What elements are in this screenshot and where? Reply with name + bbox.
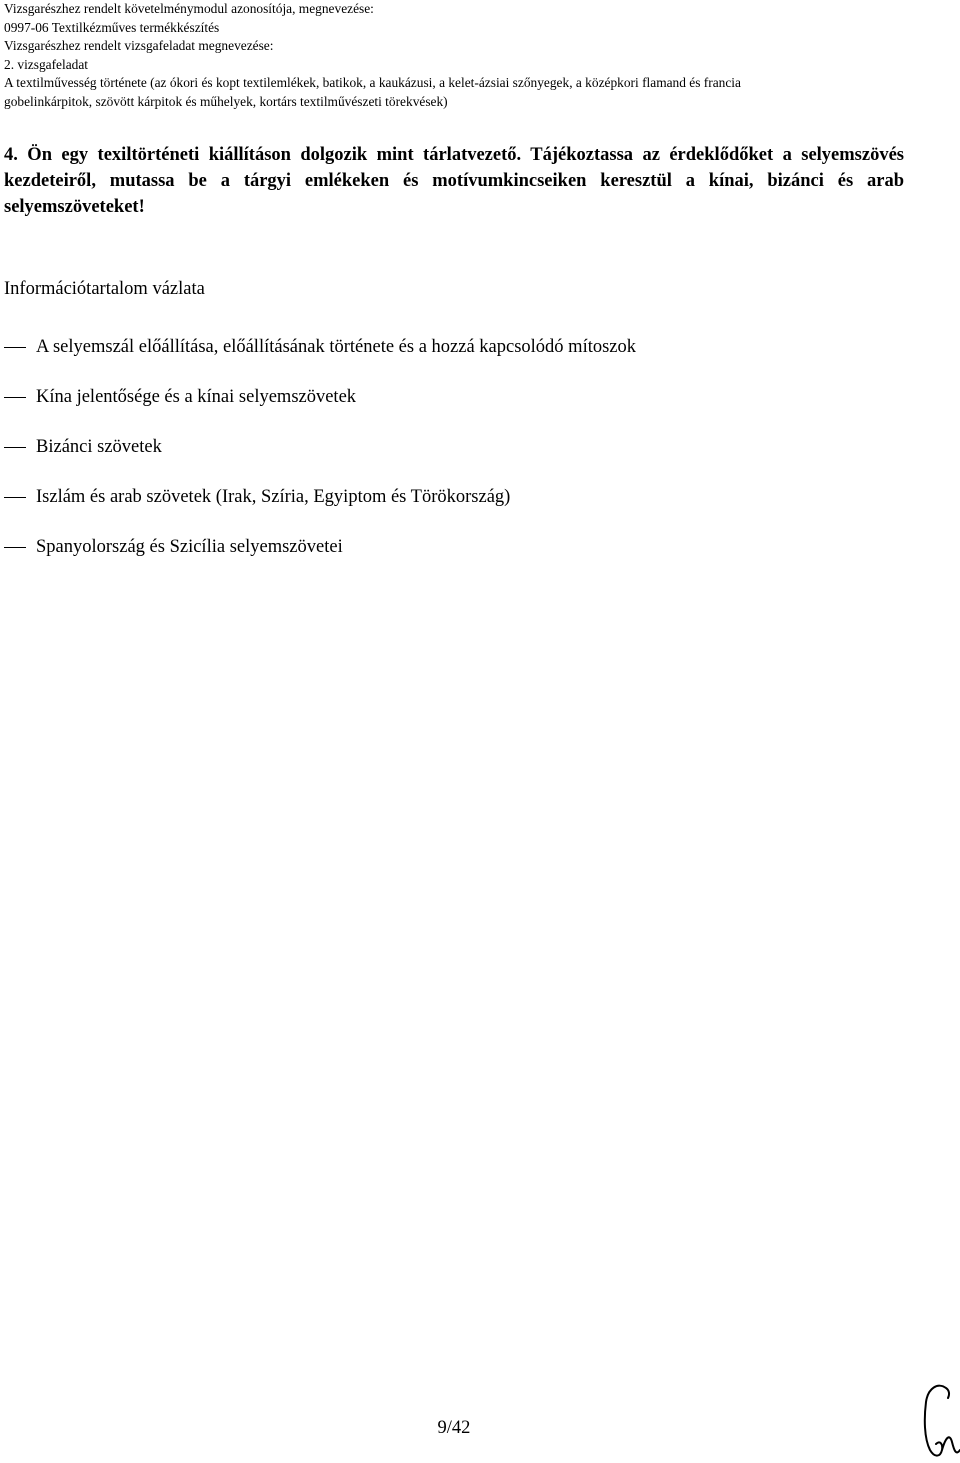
list-item-text: Bizánci szövetek (36, 437, 162, 457)
list-item (4, 484, 944, 534)
list-item (4, 534, 944, 584)
dash-bullet-icon (4, 347, 26, 348)
handwritten-signature (916, 1380, 960, 1462)
header-line-task-topic-cont: gobelinkárpitok, szövött kárpitok és műhelyek, kortárs textilművészeti törekvések) (4, 93, 448, 109)
list-item-text: A selyemszál előállítása, előállításának története és a hozzá kapcsolódó mítoszok (36, 337, 637, 357)
header-line-module-name: 0997-06 Textilkézműves termékkészítés (4, 19, 220, 35)
list-item (4, 334, 944, 384)
outline-heading: Információtartalom vázlata (4, 279, 205, 299)
list-item-text: Kína jelentősége és a kínai selyemszövetek (36, 387, 357, 407)
list-item-text: Iszlám és arab szövetek (Irak, Szíria, Egyiptom és Törökország) (36, 487, 511, 507)
list-item (4, 384, 944, 434)
dash-bullet-icon (4, 547, 26, 548)
outline-list (4, 334, 944, 584)
header-line-task-label: Vizsgarészhez rendelt vizsgafeladat megnevezése: (4, 38, 274, 54)
page-number: 9/42 (437, 1418, 471, 1438)
header-line-module-label: Vizsgarészhez rendelt követelménymodul azonosítója, megnevezése: (4, 1, 374, 16)
dash-bullet-icon (4, 497, 26, 498)
header-line-task-topic: A textilművesség története (az ókori és kopt textilemlékek, batikok, a kaukázusi, a kelet-ázsiai szőnyegek, a középkori flamand és francia (4, 75, 741, 91)
dash-bullet-icon (4, 447, 26, 448)
document-header (4, 0, 954, 112)
list-item (4, 434, 944, 484)
header-line-task-number: 2. vizsgafeladat (4, 56, 89, 72)
task-title: 4. Ön egy texiltörténeti kiállításon dolgozik mint tárlatvezető. Tájékoztassa az érdeklődőket a selyemszövés kezdeteiről, mutassa be a tárgyi emlékeken és motívumkincseiken keresztül a kínai, bizánci és arab selyemszöveteket! (4, 145, 904, 217)
list-item-text: Spanyolország és Szicília selyemszövetei (36, 537, 343, 557)
dash-bullet-icon (4, 397, 26, 398)
